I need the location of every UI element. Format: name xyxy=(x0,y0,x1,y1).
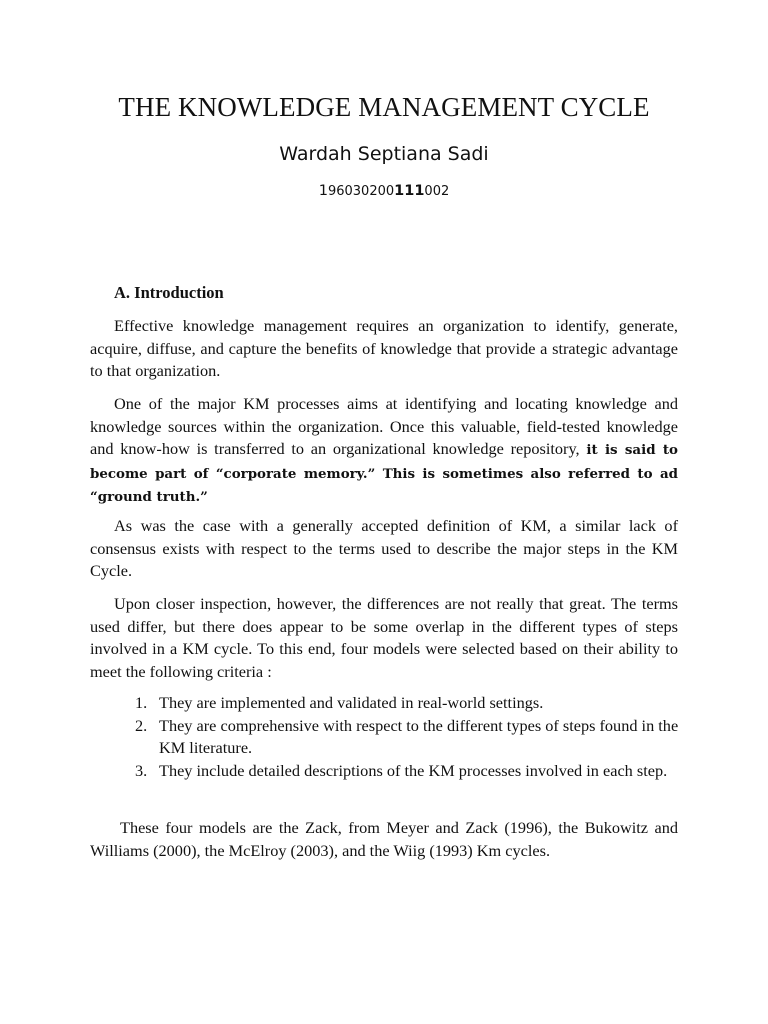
list-item xyxy=(135,715,679,760)
paragraph-4 xyxy=(90,593,678,683)
student-id-part: 002 xyxy=(424,184,450,199)
paragraph-text: Upon closer inspection, however, the differences are not really that great. The terms used differ, but there does appear to be some overlap in the different types of steps involved in a KM cycle. To this end, four models were selected based on their ability to meet the following criteria : xyxy=(90,594,678,681)
list-item-text: They are comprehensive with respect to the different types of steps found in the KM literature. xyxy=(159,715,679,757)
list-item-number: 1. xyxy=(135,693,148,712)
paragraph-1 xyxy=(90,315,678,383)
list-item-text: They are implemented and validated in real-world settings. xyxy=(159,693,544,712)
paragraph-text-emphasis: it is said to become part of “corporate memory.” This is sometimes also referred to ad “ground truth.” xyxy=(90,442,678,505)
student-id xyxy=(0,183,768,199)
paragraph-text: Effective knowledge management requires an organization to identify, generate, acquire, diffuse, and capture the benefits of knowledge that provide a strategic advantage to that organization. xyxy=(90,316,678,380)
student-id-part: 111 xyxy=(394,183,425,199)
list-item-number: 3. xyxy=(135,760,148,780)
paragraph-text: As was the case with a generally accepted definition of KM, a similar lack of consensus exists with respect to the terms used to describe the major steps in the KM Cycle. xyxy=(90,516,678,580)
paragraph-5 xyxy=(90,817,678,862)
list-item-number: 2. xyxy=(135,715,148,735)
paragraph-2 xyxy=(90,393,678,509)
list-item xyxy=(135,760,679,783)
paragraph-text-plain: One of the major KM processes aims at identifying and locating knowledge and knowledge sources within the organization. Once this valuable, field-tested knowledge and know-how is transferred to an organizational knowledge repository, xyxy=(90,394,678,458)
criteria-list xyxy=(135,692,679,782)
paragraph-3 xyxy=(90,515,678,583)
student-id-part: 96030200 xyxy=(327,184,395,199)
student-id-part: 1 xyxy=(318,183,328,199)
document-title: THE KNOWLEDGE MANAGEMENT CYCLE xyxy=(118,92,650,122)
paragraph-text xyxy=(90,393,678,509)
list-item-text: They include detailed descriptions of the KM processes involved in each step. xyxy=(159,760,668,780)
author-name: Wardah Septiana Sadi xyxy=(279,143,489,165)
list-item xyxy=(135,692,679,715)
section-heading: A. Introduction xyxy=(114,283,224,302)
paragraph-text: These four models are the Zack, from Meyer and Zack (1996), the Bukowitz and Williams (2000), the McElroy (2003), and the Wiig (1993) Km cycles. xyxy=(90,818,678,860)
